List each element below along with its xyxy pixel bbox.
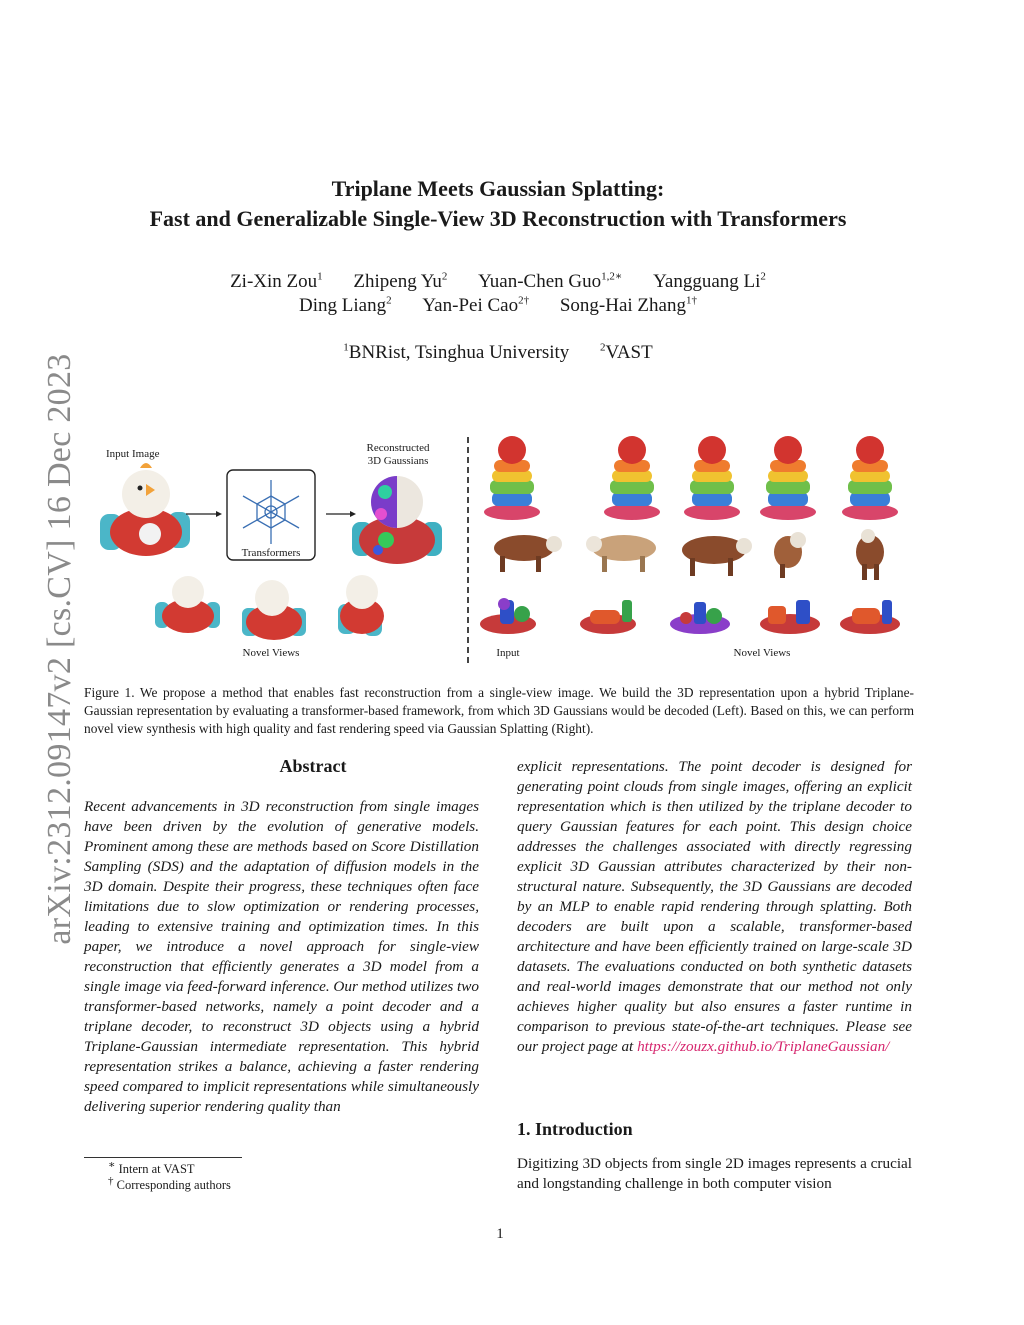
footnote-rule <box>84 1157 242 1158</box>
introduction-heading: 1. Introduction <box>517 1119 633 1139</box>
figure-divider <box>467 437 469 663</box>
affiliations <box>100 341 896 365</box>
footnotes <box>108 1158 231 1193</box>
author: Ding Liang$^2$ <box>299 294 392 316</box>
author: Zi-Xin Zou$^1$ <box>230 270 323 292</box>
abstract-continued: explicit representations. The point decoder is designed for generating point clouds from single images, offering an explicit representation which is then utilized by the triplane decoder to query Gaussian features for each point. This design choice addresses the challenges associated with directly regressing explicit 3D Gaussian attributes characterized by their non-structural nature. Subsequently, the 3D Gaussians are decoded by an MLP to enable rapid rendering through splatting. Both decoders are built upon a scalable, transformer-based architecture and have been efficiently trained on large-scale 3D datasets. The evaluations conducted on both synthetic datasets and real-world images demonstrate that our method not only achieves higher quality but also ensures a faster runtime in comparison to previous state-of-the-art techniques. Please see our project page at https://zouzx.github.io/TriplaneGaussian/ <box>517 758 912 1055</box>
author: Yangguang Li$^2$ <box>653 270 766 292</box>
input-image-label: Input Image <box>106 448 160 460</box>
project-page-link[interactable]: https://zouzx.github.io/TriplaneGaussian/ <box>637 1038 890 1055</box>
page-number: 1 <box>496 1226 504 1242</box>
stacking-toy-row <box>484 436 898 520</box>
authors-row-2 <box>100 294 896 318</box>
novel-view-left-2 <box>242 580 306 640</box>
paper-title <box>100 174 896 234</box>
title-line-2: Fast and Generalizable Single-View 3D Reconstruction with Transformers <box>149 206 847 231</box>
ring-toy-row <box>480 598 900 634</box>
affiliation: $^1$BNRist, Tsinghua University <box>343 341 570 363</box>
author: Yuan-Chen Guo$^{1,2∗}$ <box>478 270 623 292</box>
author: Song-Hai Zhang$^{1\dagger}$ <box>559 294 697 316</box>
introduction-text: Digitizing 3D objects from single 2D images represents a crucial and longstanding challenge in both computer vision <box>517 1155 912 1192</box>
footnote: † Corresponding authors <box>108 1174 231 1192</box>
author: Zhipeng Yu$^2$ <box>353 270 448 292</box>
cow-row <box>494 529 884 580</box>
transformers-label: Transformers <box>241 547 301 559</box>
arxiv-stamp: arXiv:2312.09147v2 [cs.CV] 16 Dec 2023 <box>41 353 78 945</box>
abstract-text: Recent advancements in 3D reconstruction from single images have been driven by the evolution of generative models. Prominent among these are methods based on Score Distillation Sampling (SDS) and the adaptation of diffusion models in the 3D domain. Despite their progress, these techniques often face limitations due to slow optimization or rendering processes, leading to extensive training and optimization times. In this paper, we introduce a novel approach for single-view reconstruction that efficiently generates a 3D model from a single image via feed-forward inference. Our method utilizes two transformer-based networks, namely a point decoder and a triplane decoder, to reconstruct 3D objects using a hybrid Triplane-Gaussian intermediate representation. This hybrid representation strikes a balance, achieving a faster rendering speed compared to implicit representations while simultaneously delivering superior rendering quality than <box>84 798 479 1115</box>
input-toy-image <box>100 463 190 556</box>
novel-view-left-3 <box>338 575 384 636</box>
affiliation: $^2$VAST <box>600 341 653 363</box>
figure-1 <box>100 432 920 664</box>
novel-views-left-label: Novel Views <box>242 647 300 659</box>
reconstructed-gaussians-image <box>352 476 442 564</box>
novel-views-right-label: Novel Views <box>733 647 791 659</box>
reconstructed-label: Reconstructed 3D Gaussians <box>366 442 430 467</box>
title-line-1: Triplane Meets Gaussian Splatting: <box>331 176 665 201</box>
figure-illustration <box>100 432 920 664</box>
abstract-heading: Abstract <box>279 756 347 776</box>
authors-row-1 <box>100 270 896 294</box>
footnote: ∗ Intern at VAST <box>108 1158 195 1176</box>
input-label: Input <box>496 647 520 659</box>
novel-view-left-1 <box>155 576 220 633</box>
author: Yan-Pei Cao$^{2\dagger}$ <box>422 294 530 316</box>
figure-caption: Figure 1. We propose a method that enables fast reconstruction from a single-view image. We build the 3D representation upon a hybrid Triplane-Gaussian representation by evaluating a transformer-based framework, from which 3D Gaussians would be decoded (Left). Based on this, we can perform novel view synthesis with high quality and fast rendering speed via Gaussian Splatting (Right). <box>84 685 914 736</box>
